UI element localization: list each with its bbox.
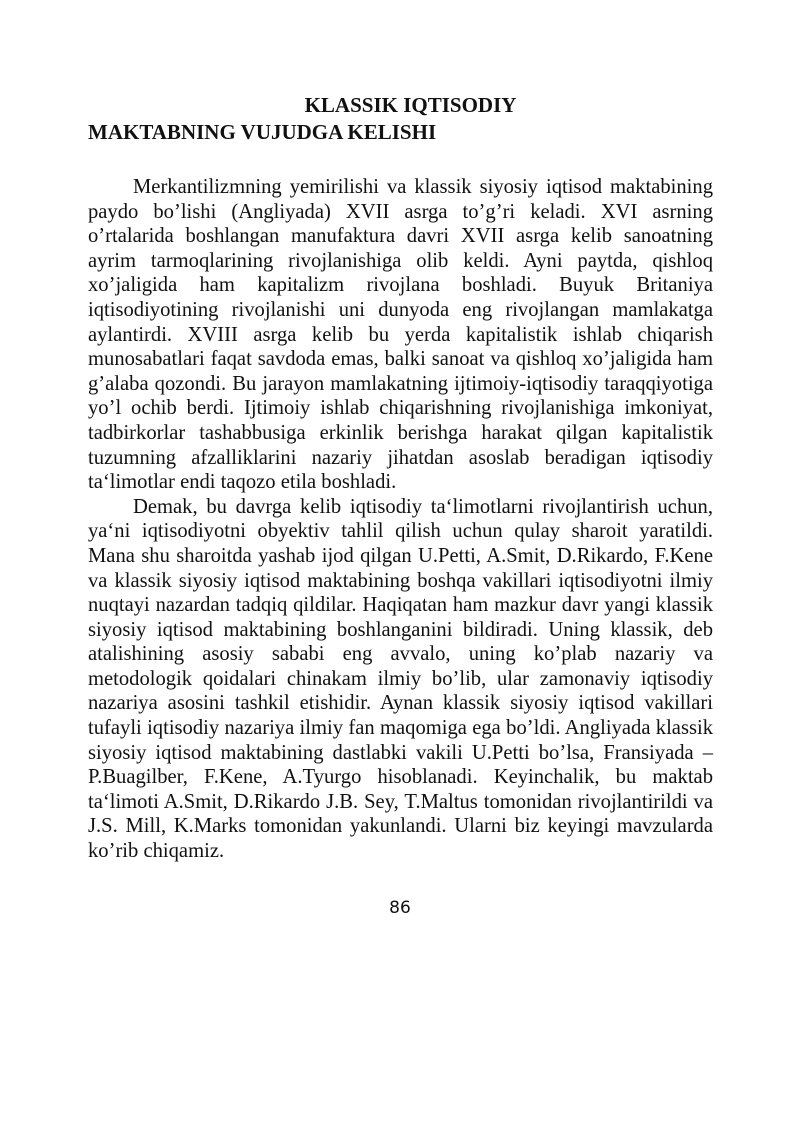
body-text bbox=[88, 175, 713, 864]
paragraph: Demak, bu davrga kelib iqtisodiy ta‘limotlarni rivojlantirish uchun, ya‘ni iqtisodiyotni obyektiv tahlil qilish uchun qulay sharoit yaratildi. Mana shu sharoitda yashab ijod qilgan U.Petti, A.Smit, D.Rikardo, F.Kene va klassik siyosiy iqtisod maktabining boshqa vakillari iqtisodiyotni ilmiy nuqtayi nazardan tadqiq qildilar. Haqiqatan ham mazkur davr yangi klassik siyosiy iqtisod maktabining boshlanganini bildiradi. Uning klassik, deb atalishining asosiy sababi eng avvalo, uning ko’plab nazariy va metodologik qoidalari chinakam ilmiy bo’lib, ular zamonaviy iqtisodiy nazariya asosini tashkil etishidir. Aynan klassik siyosiy iqtisod vakillari tufayli iqtisodiy nazariya ilmiy fan maqomiga ega bo’ldi. Angliyada klassik siyosiy iqtisod maktabining dastlabki vakili U.Petti bo’lsa, Fransiyada – P.Buagilber, F.Kene, A.Tyurgo hisoblanadi. Keyinchalik, bu maktab ta‘limoti A.Smit, D.Rikardo J.B. Sey, T.Maltus tomonidan rivojlantirildi va J.S. Mill, K.Marks tomonidan yakunlandi. Ularni biz keyingi mavzularda ko’rib chiqamiz. bbox=[88, 495, 713, 863]
page-content bbox=[88, 92, 713, 864]
page-title-line-2: MAKTABNING VUJUDGA KELISHI bbox=[88, 120, 437, 144]
page-title-line-1: KLASSIK IQTISODIY bbox=[304, 93, 517, 117]
paragraph: Merkantilizmning yemirilishi va klassik siyosiy iqtisod maktabining paydo bo’lishi (Angliyada) XVII asrga to’g’ri keladi. XVI asrning o’rtalarida boshlangan manufaktura davri XVII asrga kelib sanoatning ayrim tarmoqlarining rivojlanishiga olib keldi. Ayni paytda, qishloq xo’jaligida ham kapitalizm rivojlana boshladi. Buyuk Britaniya iqtisodiyotining rivojlanishi uni dunyoda eng rivojlangan mamlakatga aylantirdi. XVIII asrga kelib bu yerda kapitalistik ishlab chiqarish munosabatlari faqat savdoda emas, balki sanoat va qishloq xo’jaligida ham g’alaba qozondi. Bu jarayon mamlakatning ijtimoiy-iqtisodiy taraqqiyotiga yo’l ochib berdi. Ijtimoiy ishlab chiqarishning rivojlanishiga imkoniyat, tadbirkorlar tashabbusiga erkinlik berishga harakat qilgan kapitalistik tuzumning afzalliklarini nazariy jihatdan asoslab beradigan iqtisodiy ta‘limotlar endi taqozo etila boshladi. bbox=[88, 176, 713, 494]
page-number: 86 bbox=[389, 898, 411, 918]
